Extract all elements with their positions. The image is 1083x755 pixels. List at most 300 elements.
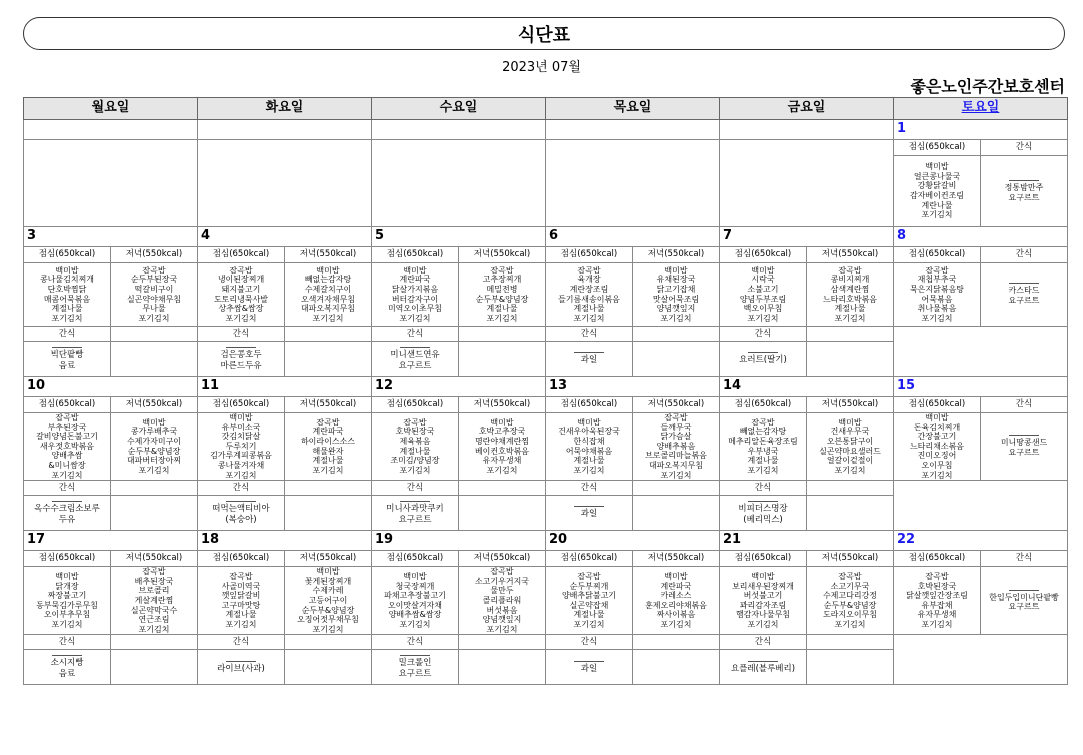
menu-item: 계절나물: [573, 304, 605, 314]
snack-menu: [24, 342, 111, 377]
menu-item: 유자무생채: [917, 610, 957, 620]
menu-item: 돈육김치찌개: [913, 422, 961, 432]
menu-item: 묵은지닭볶음탕: [909, 284, 965, 294]
empty-cell: [285, 327, 372, 342]
menu-item: 잡곡밥: [142, 567, 166, 577]
dinner-label: 저녁(550kcal): [807, 551, 894, 567]
menu-item: 갓김치닭살: [221, 432, 261, 442]
menu-item: 한식잡채: [573, 436, 605, 446]
menu-item: 메밀전병: [486, 284, 518, 294]
snack-menu: [720, 496, 807, 531]
week0-meal-row: [24, 140, 1068, 156]
dinner-label: 저녁(550kcal): [459, 551, 546, 567]
menu-item: 어묵볶음: [921, 294, 953, 304]
menu-item: 한입두입미니단팥빵: [989, 592, 1059, 602]
divider: [226, 501, 256, 502]
divider: [1009, 435, 1039, 436]
dinner-label: 저녁(550kcal): [633, 247, 720, 263]
snack-menu: [372, 496, 459, 531]
menu-item: 과일: [580, 355, 598, 366]
dinner-label: 저녁(550kcal): [459, 247, 546, 263]
empty-cell: [111, 327, 198, 342]
menu-item: 포기김치: [138, 465, 170, 475]
dinner-menu: [285, 413, 372, 481]
empty-cell: [633, 342, 720, 377]
dinner-menu: [633, 567, 720, 635]
menu-item: 갈비양념돈불고기: [36, 432, 98, 442]
menu-item: 유자무생채: [482, 456, 522, 466]
menu-item: 백미밥: [142, 417, 166, 427]
divider: [574, 506, 604, 507]
menu-item: 계절나물: [834, 304, 866, 314]
menu-item: 오븐통닭구이: [826, 436, 874, 446]
menu-item: 과일: [580, 509, 598, 520]
empty-cell: [459, 635, 546, 650]
menu-item: 마른드두유: [220, 360, 262, 371]
menu-item: 잡곡밥: [577, 571, 601, 581]
divider: [748, 661, 778, 662]
empty-cell: [633, 327, 720, 342]
snack-label: 간식: [720, 327, 807, 342]
date-cell: 12: [372, 377, 546, 397]
menu-item: 취나물볶음: [917, 304, 957, 314]
menu-item: 계절나물: [51, 304, 83, 314]
snack-menu: [981, 263, 1068, 327]
menu-item: 느타리채소볶음: [909, 441, 965, 451]
snack-label: 간식: [372, 635, 459, 650]
lunch-menu: [546, 263, 633, 327]
empty-cell: [459, 327, 546, 342]
menu-item: 오이무침: [921, 460, 953, 470]
menu-item: 백오이무침: [743, 304, 783, 314]
menu-item: 콜리플라워: [482, 595, 522, 605]
menu-item: 시락국: [751, 275, 775, 285]
menu-item: 하이라이스소스: [300, 436, 356, 446]
menu-item: 미니땅콩샌드: [1000, 438, 1048, 448]
dinner-menu: [807, 263, 894, 327]
menu-item: 요구르트: [1008, 602, 1040, 612]
menu-item: 포기김치: [486, 624, 518, 634]
date-cell: 22: [894, 531, 1068, 551]
date-cell: [720, 120, 894, 140]
lunch-menu: [546, 413, 633, 481]
empty-cell: [894, 635, 1068, 685]
dinner-label: 저녁(550kcal): [633, 397, 720, 413]
divider: [400, 347, 430, 348]
menu-item: 오이맛살겨자채: [387, 600, 443, 610]
menu-item: 순두부&양념장: [127, 446, 181, 456]
empty-cell: [807, 635, 894, 650]
empty-cell: [285, 342, 372, 377]
menu-item: 포기김치: [573, 465, 605, 475]
menu-item: (복숭아): [225, 514, 257, 525]
date-cell: [546, 120, 720, 140]
lunch-menu: [372, 567, 459, 635]
menu-item: 진미오징어: [917, 451, 957, 461]
snack-menu: [720, 342, 807, 377]
lunch-menu: [720, 263, 807, 327]
empty-cell: [633, 481, 720, 496]
snack-label: 간식: [546, 481, 633, 496]
menu-item: 포기김치: [921, 470, 953, 480]
menu-item: 수제고다리강정: [822, 591, 878, 601]
menu-item: 계란파국: [660, 581, 692, 591]
menu-item: 부추된장국: [47, 422, 87, 432]
empty-cell: [546, 140, 720, 227]
menu-item: 잡곡밥: [490, 265, 514, 275]
menu-item: 계절나물: [225, 610, 257, 620]
menu-item: 조미김/양념장: [390, 456, 440, 466]
snack-menu: [546, 650, 633, 685]
menu-item: 계란나물: [921, 200, 953, 210]
menu-item: 양념깻잎지: [482, 615, 522, 625]
lunch-label: 점심(650kcal): [894, 551, 981, 567]
lunch-menu: [720, 567, 807, 635]
menu-item: 닭살가지볶음: [391, 284, 439, 294]
date-cell: 17: [24, 531, 198, 551]
date-cell: 14: [720, 377, 894, 397]
snack-label: 간식: [720, 481, 807, 496]
lunch-label: 점심(650kcal): [894, 397, 981, 413]
menu-item: 요구르트: [398, 668, 432, 679]
menu-item: 닭살깻잎간장조림: [906, 591, 968, 601]
menu-item: 대파오복지무침: [300, 304, 356, 314]
empty-cell: [111, 650, 198, 685]
menu-item: 잡곡밥: [751, 417, 775, 427]
menu-item: 제육볶음: [399, 436, 431, 446]
menu-item: 백미밥: [751, 265, 775, 275]
menu-item: 떠먹는액티비아: [212, 504, 270, 515]
empty-cell: [894, 481, 1068, 531]
menu-item: 유채된장국: [656, 275, 696, 285]
snack-label: 간식: [981, 247, 1068, 263]
lunch-label: 점심(650kcal): [546, 397, 633, 413]
menu-item: 연근조림: [138, 615, 170, 625]
menu-item: 두루치기: [225, 441, 257, 451]
week-date-row: [24, 531, 1068, 551]
menu-item: 도라지오이무침: [822, 610, 878, 620]
lunch-label: 점심(650kcal): [24, 247, 111, 263]
dinner-menu: [111, 567, 198, 635]
menu-item: 청국장찌개: [395, 581, 435, 591]
menu-item: 콩가루배추국: [130, 427, 178, 437]
menu-item: 순두부&양념장: [823, 600, 877, 610]
menu-item: 감자베이컨조림: [909, 191, 965, 200]
menu-item: 오이부추무침: [43, 610, 91, 620]
menu-item: 백미밥: [925, 162, 949, 172]
menu-item: 포기김치: [921, 210, 953, 220]
menu-item: 포기김치: [834, 619, 866, 629]
menu-item: 포기김치: [660, 470, 692, 480]
divider: [748, 501, 778, 502]
menu-item: 김가루계피콩볶음: [210, 451, 272, 461]
dinner-label: 저녁(550kcal): [111, 247, 198, 263]
menu-item: 건새우아욱된장국: [558, 427, 620, 437]
menu-item: 계절나물: [399, 446, 431, 456]
date-cell: 15: [894, 377, 1068, 397]
menu-item: 재첩부추국: [917, 275, 957, 285]
menu-item: 포기김치: [399, 465, 431, 475]
menu-item: &미니쌈장: [48, 460, 86, 470]
menu-item: 라이브(사과): [217, 663, 265, 674]
menu-item: 포기김치: [834, 465, 866, 475]
menu-item: 물만두: [490, 586, 514, 596]
empty-cell: [111, 342, 198, 377]
menu-item: 요구르트: [1008, 296, 1040, 305]
dinner-menu: [285, 263, 372, 327]
menu-item: 맛살어묵조림: [652, 294, 700, 304]
date-cell: 3: [24, 227, 198, 247]
empty-cell: [285, 650, 372, 685]
menu-item: 버섯불고기: [743, 591, 783, 601]
snack-label: 간식: [546, 327, 633, 342]
lunch-label: 점심(650kcal): [24, 397, 111, 413]
snack-label: 간식: [198, 481, 285, 496]
snack-label-row: [24, 481, 1068, 496]
menu-item: 콩비지찌개: [830, 275, 870, 285]
menu-item: 소고기무국: [830, 581, 870, 591]
menu-item: 백미밥: [925, 413, 949, 422]
menu-item: 포기김치: [312, 624, 344, 634]
menu-item: 요구르트: [398, 360, 432, 371]
menu-item: 백미밥: [316, 265, 340, 275]
menu-item: 과일: [580, 663, 598, 674]
meal-label-row: [24, 397, 1068, 413]
lunch-menu: [894, 156, 981, 227]
menu-item: 호박된장국: [395, 427, 435, 437]
empty-cell: [720, 140, 894, 227]
menu-item: 짜장불고기: [47, 591, 87, 601]
menu-item: 포기김치: [51, 313, 83, 323]
date-cell: 5: [372, 227, 546, 247]
weekday-header-row: [24, 98, 1068, 120]
menu-item: 파채고추장불고기: [384, 591, 446, 601]
menu-item: 베이컨호박볶음: [474, 446, 530, 456]
snack-label: 간식: [24, 481, 111, 496]
menu-item: 잡곡밥: [838, 571, 862, 581]
menu-item: 매콤어묵볶음: [43, 294, 91, 304]
lunch-menu: [24, 263, 111, 327]
menu-item: 실곤약막국수: [130, 605, 178, 615]
menu-item: 양배추쌈&쌈장: [388, 610, 442, 620]
menu-item: 명란야채계란찜: [474, 436, 530, 446]
meal-calendar: [23, 97, 1068, 685]
menu-item: 계란장조림: [569, 284, 609, 294]
weekday-sat-link[interactable]: 토요일: [894, 98, 1068, 120]
menu-item: 대파오복지무침: [648, 460, 704, 470]
menu-item: 양념두부조림: [739, 294, 787, 304]
dinner-menu: [459, 263, 546, 327]
menu-item: 포기김치: [834, 313, 866, 323]
menu-item: 잡곡밥: [925, 571, 949, 581]
date-cell-sat: 1: [894, 120, 1068, 140]
empty-cell: [807, 481, 894, 496]
dinner-label: 저녁(550kcal): [285, 397, 372, 413]
empty-cell: [24, 140, 198, 227]
meal-label-row: [24, 247, 1068, 263]
menu-item: 잡곡밥: [55, 413, 79, 422]
empty-cell: [807, 496, 894, 531]
menu-item: 포기김치: [486, 313, 518, 323]
menu-item: 햄감자나물무침: [735, 610, 791, 620]
snack-menu: [198, 650, 285, 685]
meal-menu-row: [24, 413, 1068, 481]
menu-item: 검은콩호두: [220, 350, 262, 360]
snack-menu: [720, 650, 807, 685]
menu-item: 포기김치: [747, 465, 779, 475]
date-cell: [24, 120, 198, 140]
menu-item: 순두부&양념장: [301, 605, 355, 615]
divider: [748, 352, 778, 353]
menu-item: 고추장찌개: [482, 275, 522, 285]
menu-item: 콩나물김치찌개: [39, 275, 95, 285]
lunch-label: 점심(650kcal): [546, 551, 633, 567]
lunch-menu: [24, 413, 111, 481]
menu-item: 백미밥: [403, 571, 427, 581]
menu-item: 계절나물: [747, 456, 779, 466]
menu-item: 유부잡채: [921, 600, 953, 610]
menu-item: 포기김치: [921, 619, 953, 629]
lunch-menu: [546, 567, 633, 635]
menu-item: 게살계란찜: [134, 595, 174, 605]
date-cell: 18: [198, 531, 372, 551]
empty-cell: [459, 481, 546, 496]
dinner-label: 저녁(550kcal): [111, 397, 198, 413]
menu-item: 계절나물: [573, 456, 605, 466]
menu-item: 포기김치: [399, 313, 431, 323]
menu-item: 짜사이볶음: [656, 610, 696, 620]
dinner-menu: [459, 413, 546, 481]
empty-cell: [111, 481, 198, 496]
weekday-tue: 화요일: [198, 98, 372, 120]
snack-label: 간식: [981, 140, 1068, 156]
snack-menu: [546, 496, 633, 531]
empty-cell: [459, 342, 546, 377]
snack-menu: [198, 496, 285, 531]
menu-item: 백미밥: [751, 571, 775, 581]
menu-item: 포기김치: [51, 470, 83, 480]
menu-item: 순두부찌개: [569, 581, 609, 591]
menu-item: 깻잎닭갈비: [221, 591, 261, 601]
menu-item: 포기김치: [660, 619, 692, 629]
menu-item: 실곤약야채무침: [126, 294, 182, 304]
menu-item: 미니샌드연유: [390, 350, 440, 360]
snack-menu: [546, 342, 633, 377]
menu-item: 수제가자미구이: [126, 436, 182, 446]
menu-item: 잡곡밥: [664, 413, 688, 422]
menu-item: 꽃게된장찌개: [304, 576, 352, 586]
date-cell: 21: [720, 531, 894, 551]
menu-item: 대파버터장아찌: [126, 456, 182, 466]
menu-item: 육개장: [577, 275, 601, 285]
menu-item: 빼없는감자탕: [304, 275, 352, 285]
menu-item: 콩나물겨자채: [217, 460, 265, 470]
menu-item: 계절나물: [312, 456, 344, 466]
week0-date-row: [24, 120, 1068, 140]
date-cell: 11: [198, 377, 372, 397]
divider: [1009, 180, 1039, 181]
date-cell: 7: [720, 227, 894, 247]
date-cell: 20: [546, 531, 720, 551]
menu-item: 우부냉국: [747, 446, 779, 456]
menu-item: 잡곡밥: [490, 567, 514, 577]
dinner-label: 저녁(550kcal): [807, 397, 894, 413]
weekday-mon: 월요일: [24, 98, 198, 120]
menu-item: 얼갈이겉절이: [826, 456, 874, 466]
empty-cell: [372, 140, 546, 227]
empty-cell: [111, 635, 198, 650]
menu-item: 백미밥: [403, 265, 427, 275]
menu-item: 사골미역국: [221, 581, 261, 591]
menu-item: 상추쌈&쌈장: [218, 304, 264, 314]
lunch-menu: [372, 263, 459, 327]
menu-item: 동부묵김가루무침: [36, 600, 98, 610]
menu-item: 미역오이초무침: [387, 304, 443, 314]
meal-menu-row: [24, 567, 1068, 635]
lunch-label: 점심(650kcal): [198, 551, 285, 567]
menu-item: 포기김치: [51, 619, 83, 629]
snack-label: 간식: [981, 551, 1068, 567]
lunch-menu: [720, 413, 807, 481]
lunch-label: 점심(650kcal): [24, 551, 111, 567]
snack-menu: [981, 567, 1068, 635]
menu-item: 소시지빵: [50, 658, 84, 669]
date-cell: 8: [894, 227, 1068, 247]
dinner-menu: [285, 567, 372, 635]
menu-item: 포기김치: [312, 313, 344, 323]
menu-item: 순두부된장국: [130, 275, 178, 285]
menu-item: 배추된장국: [134, 576, 174, 586]
organization-name: 좋은노인주간보호센터: [910, 77, 1065, 96]
menu-item: 삼색계란찜: [830, 284, 870, 294]
meal-label-row: [24, 551, 1068, 567]
lunch-label: 점심(650kcal): [894, 247, 981, 263]
empty-cell: [633, 496, 720, 531]
menu-item: 계란파국: [399, 275, 431, 285]
menu-item: 옥수수크림소보루: [34, 504, 100, 515]
snack-label: 간식: [981, 397, 1068, 413]
menu-item: 돼지불고기: [221, 284, 261, 294]
menu-item: 잡곡밥: [142, 265, 166, 275]
divider: [52, 501, 82, 502]
empty-cell: [633, 650, 720, 685]
snack-menu: [24, 496, 111, 531]
menu-item: 계절나물: [573, 610, 605, 620]
menu-item: 백미밥: [664, 265, 688, 275]
snack-menu: [198, 342, 285, 377]
menu-item: 포기김치: [312, 465, 344, 475]
lunch-label: 점심(650kcal): [894, 140, 981, 156]
menu-item: 호박고추장국: [478, 427, 526, 437]
empty-cell: [198, 140, 372, 227]
snack-menu: [372, 650, 459, 685]
snack-menu: [981, 413, 1068, 481]
empty-cell: [894, 327, 1068, 377]
menu-item: 버터감자구이: [391, 294, 439, 304]
lunch-label: 점심(650kcal): [546, 247, 633, 263]
menu-item: 잡곡밥: [403, 417, 427, 427]
weekday-wed: 수요일: [372, 98, 546, 120]
lunch-label: 점심(650kcal): [720, 551, 807, 567]
menu-item: 강황닭갈비: [917, 181, 957, 191]
menu-item: 보리새우된장찌개: [732, 581, 794, 591]
menu-item: 백미밥: [838, 417, 862, 427]
menu-item: 포기김치: [573, 313, 605, 323]
menu-item: 카레소스: [660, 591, 692, 601]
date-cell: 4: [198, 227, 372, 247]
menu-item: 고등어구이: [308, 595, 348, 605]
dinner-menu: [111, 263, 198, 327]
